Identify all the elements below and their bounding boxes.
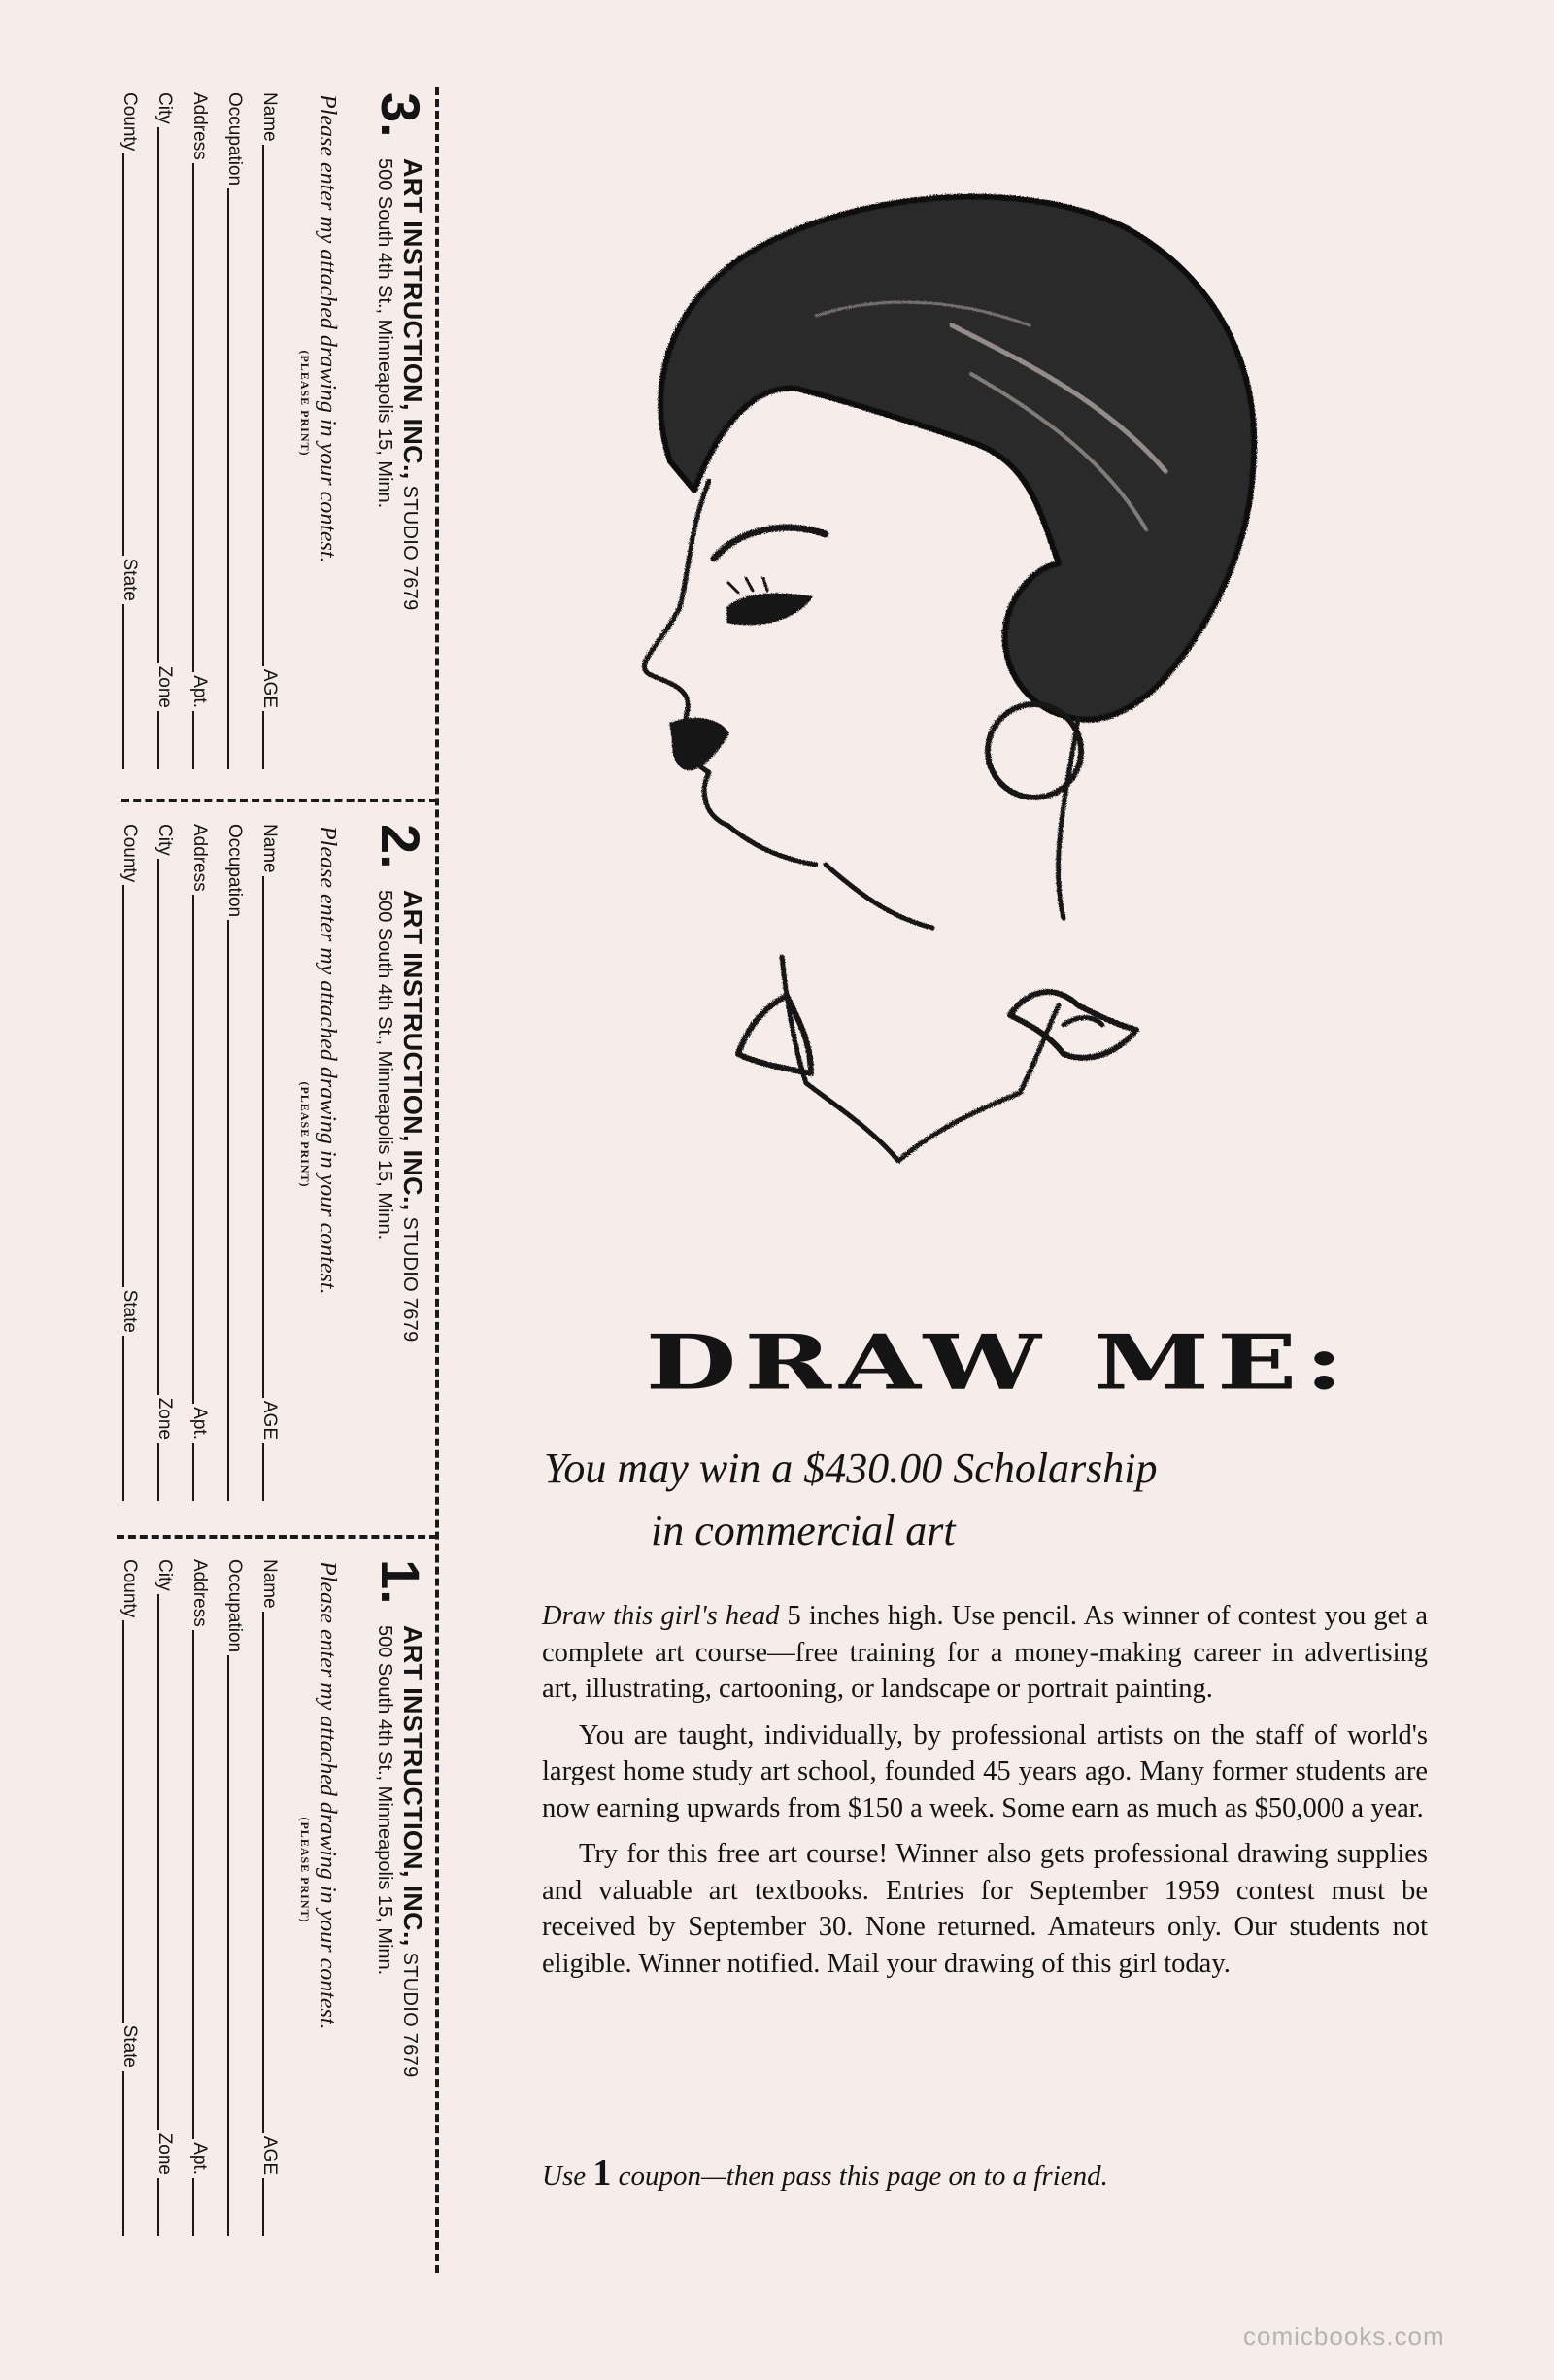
paragraph-1-text: 5 inches high. Use pencil. As winner of contest you get a complete art course—free training for a money-making career in advertising art, illustrating, cartooning, or landscape or portrait painting. — [542, 1601, 1428, 1704]
county-field[interactable] — [122, 885, 124, 1286]
apt-label: Apt. — [189, 2142, 210, 2175]
city-row — [153, 1559, 188, 2239]
watermark: comicbooks.com — [1243, 2322, 1445, 2351]
coupon-instruction: Please enter my attached drawing in your contest. — [315, 1561, 340, 2030]
girl-head-illustration — [622, 180, 1292, 1229]
occupation-row — [223, 824, 258, 1504]
studio-number: STUDIO 7679 — [399, 1952, 421, 2078]
name-field[interactable] — [262, 145, 264, 666]
zone-label: Zone — [154, 1397, 175, 1440]
company-name: ART INSTRUCTION, INC., — [398, 890, 427, 1211]
address-field[interactable] — [192, 163, 194, 672]
apt-label: Apt. — [189, 1407, 210, 1440]
county-row — [118, 824, 153, 1504]
address-label: Address — [189, 1559, 210, 1627]
occupation-label: Occupation — [224, 824, 245, 918]
occupation-row — [223, 1559, 258, 2239]
occupation-field[interactable] — [227, 188, 229, 769]
footer-note — [542, 2152, 1416, 2194]
city-row — [153, 92, 188, 772]
apt-field[interactable] — [192, 2178, 194, 2236]
age-label: AGE — [259, 668, 280, 708]
subheadline-line-2: in commercial art — [651, 1507, 956, 1554]
address-field[interactable] — [192, 895, 194, 1404]
city-field[interactable] — [157, 127, 159, 663]
coupon-instruction: Please enter my attached drawing in your contest. — [315, 94, 340, 563]
apt-field[interactable] — [192, 711, 194, 769]
name-label: Name — [259, 1559, 280, 1609]
coupon-number: 1. — [370, 1559, 431, 1605]
name-row — [258, 1559, 293, 2239]
zone-label: Zone — [154, 2132, 175, 2175]
county-field[interactable] — [122, 1620, 124, 2022]
state-field[interactable] — [122, 604, 124, 769]
zone-field[interactable] — [157, 1443, 159, 1501]
age-label: AGE — [259, 2135, 280, 2175]
coupon-instruction: Please enter my attached drawing in your contest. — [315, 826, 340, 1295]
age-field[interactable] — [262, 2178, 264, 2236]
paragraph-2: You are taught, individually, by professional artists on the staff of world's largest home study art school, founded 45 years ago. Many former students are now earning upwards from $150 a week. Some earn as much as $50,000 a year. — [542, 1719, 1428, 1823]
name-row — [258, 824, 293, 1504]
address-row — [188, 92, 223, 772]
occupation-label: Occupation — [224, 92, 245, 187]
occupation-row — [223, 92, 258, 772]
apt-label: Apt. — [189, 675, 210, 708]
county-field[interactable] — [122, 153, 124, 555]
footer-post: coupon—then pass this page on to a friend. — [611, 2160, 1108, 2192]
occupation-field[interactable] — [227, 920, 229, 1501]
county-row — [118, 1559, 153, 2239]
print-note: (PLEASE PRINT) — [298, 350, 312, 457]
address-field[interactable] — [192, 1630, 194, 2139]
paragraph-1 — [542, 1598, 1428, 1708]
state-field[interactable] — [122, 1336, 124, 1501]
apt-field[interactable] — [192, 1443, 194, 1501]
subheadline — [544, 1438, 1418, 1562]
address-row — [188, 824, 223, 1504]
footer-pre: Use — [542, 2160, 593, 2192]
name-label: Name — [259, 92, 280, 142]
age-label: AGE — [259, 1400, 280, 1440]
name-row — [258, 92, 293, 772]
occupation-label: Occupation — [224, 1559, 245, 1653]
city-label: City — [154, 1559, 175, 1591]
company-address: 500 South 4th St., Minneapolis 15, Minn. — [374, 890, 395, 1241]
company-name: ART INSTRUCTION, INC., — [398, 1625, 427, 1947]
county-label: County — [119, 1559, 140, 1618]
print-note: (PLEASE PRINT) — [298, 1081, 312, 1188]
company-address: 500 South 4th St., Minneapolis 15, Minn. — [374, 1625, 395, 1976]
city-label: City — [154, 824, 175, 856]
city-field[interactable] — [157, 1594, 159, 2130]
footer-number: 1 — [592, 2153, 612, 2193]
paragraph-3: Try for this free art course! Winner also gets professional drawing supplies and valuable art textbooks. Entries for September 1959 contest must be received by September 30. None returned. Amateurs only. Our students not eligible. Winner notified. Mail your drawing of this girl today. — [542, 1839, 1428, 1979]
zone-field[interactable] — [157, 711, 159, 769]
county-label: County — [119, 92, 140, 152]
coupon-cut-line-1-2 — [117, 1535, 437, 1539]
studio-number: STUDIO 7679 — [399, 1216, 421, 1343]
coupon-number: 3. — [370, 92, 431, 138]
age-field[interactable] — [262, 1443, 264, 1501]
address-label: Address — [189, 92, 210, 160]
coupon-cut-line-2-3 — [121, 799, 437, 802]
studio-number: STUDIO 7679 — [399, 485, 421, 611]
state-label: State — [119, 558, 140, 601]
subheadline-line-1: You may win a $430.00 Scholarship — [544, 1445, 1158, 1492]
city-field[interactable] — [157, 859, 159, 1395]
name-field[interactable] — [262, 876, 264, 1398]
body-copy — [542, 1598, 1428, 1991]
address-label: Address — [189, 824, 210, 892]
state-field[interactable] — [122, 2071, 124, 2236]
name-field[interactable] — [262, 1612, 264, 2133]
zone-field[interactable] — [157, 2178, 159, 2236]
company-name: ART INSTRUCTION, INC., — [398, 158, 427, 480]
county-label: County — [119, 824, 140, 883]
state-label: State — [119, 2024, 140, 2068]
city-row — [153, 824, 188, 1504]
name-label: Name — [259, 824, 280, 873]
age-field[interactable] — [262, 711, 264, 769]
paragraph-1-lead: Draw this girl's head — [542, 1601, 780, 1631]
zone-label: Zone — [154, 665, 175, 708]
print-note: (PLEASE PRINT) — [298, 1817, 312, 1923]
address-row — [188, 1559, 223, 2239]
county-row — [118, 92, 153, 772]
coupon-number: 2. — [370, 824, 431, 869]
state-label: State — [119, 1289, 140, 1333]
company-address: 500 South 4th St., Minneapolis 15, Minn. — [374, 158, 395, 509]
city-label: City — [154, 92, 175, 124]
headline: DRAW ME: — [645, 1318, 1352, 1408]
occupation-field[interactable] — [227, 1655, 229, 2236]
